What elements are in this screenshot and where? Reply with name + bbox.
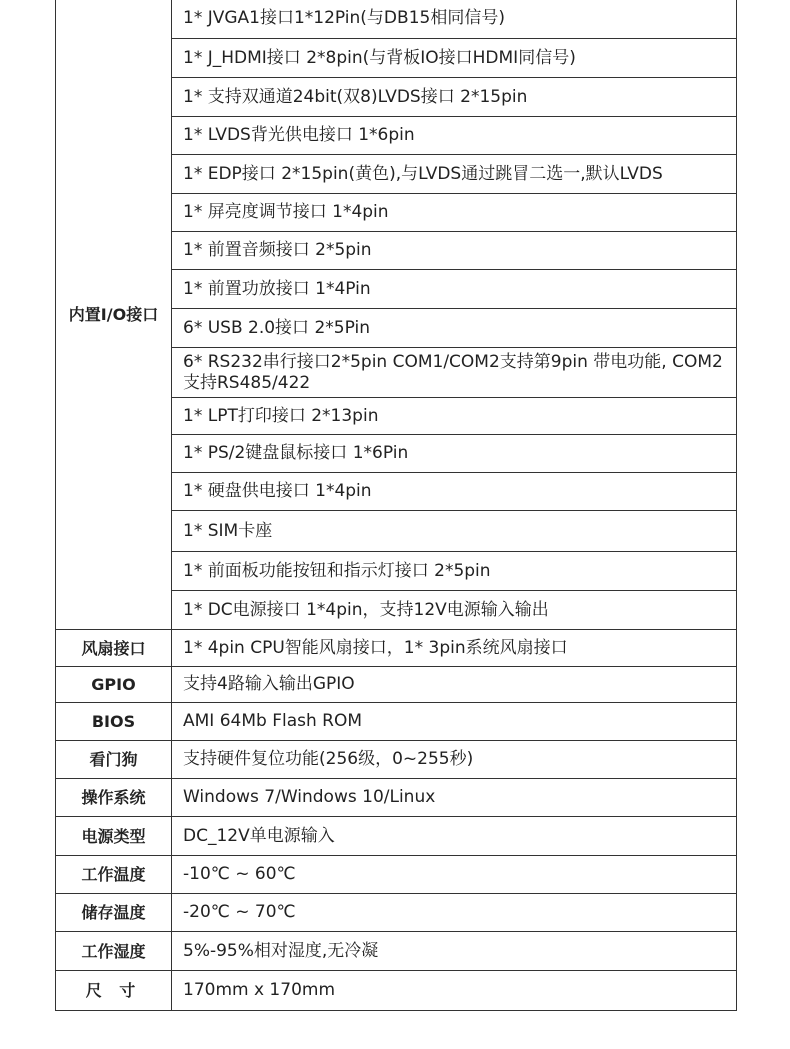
row-value: 5%-95%相对湿度,无冷凝	[172, 932, 737, 971]
table-row	[56, 0, 737, 39]
row-label: 操作系统	[56, 779, 172, 817]
row-label: 工作湿度	[56, 932, 172, 971]
row-value: 6* USB 2.0接口 2*5Pin	[172, 309, 737, 348]
row-value: 1* 前置功放接口 1*4Pin	[172, 270, 737, 309]
row-label: 看门狗	[56, 741, 172, 779]
row-value: 1* SIM卡座	[172, 511, 737, 552]
row-value: 1* 前置音频接口 2*5pin	[172, 232, 737, 270]
table-row	[56, 703, 737, 741]
row-value: 1* 4pin CPU智能风扇接口，1* 3pin系统风扇接口	[172, 630, 737, 667]
row-value: 1* J_HDMI接口 2*8pin(与背板IO接口HDMI同信号)	[172, 39, 737, 78]
row-value: Windows 7/Windows 10/Linux	[172, 779, 737, 817]
row-label: BIOS	[56, 703, 172, 741]
table-row	[56, 667, 737, 703]
row-value: 支持4路输入输出GPIO	[172, 667, 737, 703]
table-row	[56, 856, 737, 894]
row-value: 1* 支持双通道24bit(双8)LVDS接口 2*15pin	[172, 78, 737, 117]
row-value: DC_12V单电源输入	[172, 817, 737, 856]
row-value: -10℃ ~ 60℃	[172, 856, 737, 894]
table-row	[56, 894, 737, 932]
row-value: 1* PS/2键盘鼠标接口 1*6Pin	[172, 435, 737, 473]
spec-table	[55, 0, 737, 1011]
row-label: 尺 寸	[56, 971, 172, 1011]
row-value: 1* LPT打印接口 2*13pin	[172, 398, 737, 435]
row-value: AMI 64Mb Flash ROM	[172, 703, 737, 741]
row-value: 170mm x 170mm	[172, 971, 737, 1011]
row-value: 1* DC电源接口 1*4pin，支持12V电源输入输出	[172, 591, 737, 630]
row-value: 1* 屏亮度调节接口 1*4pin	[172, 194, 737, 232]
table-row	[56, 932, 737, 971]
row-value: -20℃ ~ 70℃	[172, 894, 737, 932]
table-row	[56, 630, 737, 667]
table-row	[56, 779, 737, 817]
row-label: 储存温度	[56, 894, 172, 932]
row-value: 支持硬件复位功能(256级，0~255秒)	[172, 741, 737, 779]
row-label: 风扇接口	[56, 630, 172, 667]
row-label: 内置I/O接口	[56, 0, 172, 630]
table-row	[56, 817, 737, 856]
row-value: 1* JVGA1接口1*12Pin(与DB15相同信号)	[172, 0, 737, 39]
row-value: 1* EDP接口 2*15pin(黄色),与LVDS通过跳冒二选一,默认LVDS	[172, 155, 737, 194]
row-value: 6* RS232串行接口2*5pin COM1/COM2支持第9pin 带电功能, COM2支持RS485/422	[172, 348, 737, 398]
row-label: 工作温度	[56, 856, 172, 894]
table-row	[56, 971, 737, 1011]
row-value: 1* 硬盘供电接口 1*4pin	[172, 473, 737, 511]
spec-table-body	[56, 0, 737, 1011]
row-value: 1* LVDS背光供电接口 1*6pin	[172, 117, 737, 155]
row-value: 1* 前面板功能按钮和指示灯接口 2*5pin	[172, 552, 737, 591]
row-label: 电源类型	[56, 817, 172, 856]
table-row	[56, 741, 737, 779]
row-label: GPIO	[56, 667, 172, 703]
